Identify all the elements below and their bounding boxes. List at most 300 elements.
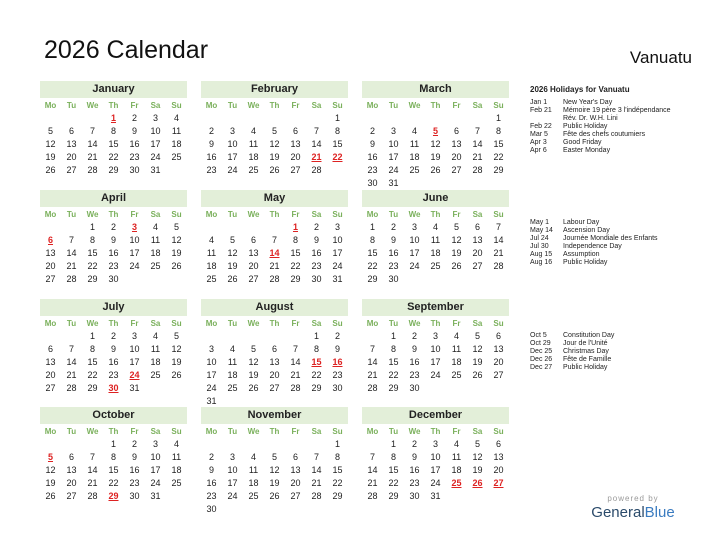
day-cell: 19 [45, 478, 56, 488]
day-cell: 16 [206, 152, 217, 162]
day-cell: 22 [367, 261, 378, 271]
weekday-label: Tu [388, 101, 399, 110]
day-cell: 23 [367, 165, 378, 175]
holiday-entry [530, 332, 700, 340]
day-cell: 6 [453, 126, 459, 136]
weekday-label: Tu [388, 210, 399, 219]
day-cell: 22 [290, 261, 301, 271]
empty-cell [446, 112, 467, 125]
day-cell: 4 [411, 126, 417, 136]
day-cell: 18 [248, 478, 259, 488]
weekday-label: Fr [130, 319, 139, 328]
holiday-date: Dec 25 [530, 348, 553, 355]
day-cell: 31 [388, 178, 399, 188]
holiday-day: 30 [108, 383, 119, 393]
day-cell: 21 [87, 478, 98, 488]
day-cell: 5 [250, 344, 256, 354]
day-cell: 15 [290, 248, 301, 258]
day-cell: 6 [292, 452, 298, 462]
day-cell: 21 [367, 478, 378, 488]
day-cell: 15 [332, 465, 343, 475]
day-cell: 28 [311, 491, 322, 501]
holiday-day: 24 [129, 370, 140, 380]
weekday-label: Th [108, 319, 119, 328]
day-cell: 25 [409, 165, 420, 175]
page-title: 2026 Calendar [44, 36, 209, 64]
holiday-date: Feb 21 [530, 107, 552, 114]
day-cell: 6 [47, 344, 53, 354]
day-cell: 4 [173, 113, 179, 123]
day-cell: 19 [451, 248, 462, 258]
day-cell: 9 [369, 139, 375, 149]
day-cell: 2 [208, 452, 214, 462]
empty-cell [222, 330, 243, 343]
holiday-name: Jour de l'Unité [563, 340, 608, 347]
day-cell: 27 [493, 370, 504, 380]
day-cell: 7 [495, 222, 501, 232]
weekday-label: Th [430, 319, 441, 328]
day-cell: 30 [311, 274, 322, 284]
day-cell: 27 [45, 383, 56, 393]
day-cell: 13 [290, 139, 301, 149]
day-cell: 18 [171, 465, 182, 475]
weekday-label: Th [269, 210, 280, 219]
day-cell: 6 [292, 126, 298, 136]
weekday-label: Mo [44, 427, 57, 436]
day-cell: 29 [388, 491, 399, 501]
day-cell: 16 [409, 357, 420, 367]
holiday-name: Christmas Day [563, 348, 609, 355]
holiday-name: Fête des chefs coutumiers [563, 131, 646, 138]
day-cell: 23 [409, 370, 420, 380]
holiday-name: Fête de Famille [563, 356, 612, 363]
day-cell: 12 [248, 357, 259, 367]
holiday-day: 27 [493, 478, 504, 488]
month-december [362, 407, 509, 503]
day-cell: 26 [248, 383, 259, 393]
day-cell: 7 [292, 344, 298, 354]
day-cell: 26 [227, 274, 238, 284]
day-cell: 3 [229, 452, 235, 462]
day-cell: 1 [110, 439, 116, 449]
day-cell: 20 [248, 261, 259, 271]
empty-cell [264, 112, 285, 125]
weekday-label: Tu [227, 210, 238, 219]
day-cell: 17 [150, 465, 161, 475]
day-cell: 20 [472, 248, 483, 258]
holiday-entry [530, 340, 700, 348]
day-cell: 12 [472, 344, 483, 354]
weekday-label: Mo [366, 101, 379, 110]
day-cell: 19 [171, 248, 182, 258]
empty-cell [61, 438, 82, 451]
day-cell: 15 [108, 465, 119, 475]
day-cell: 8 [110, 126, 116, 136]
day-cell: 30 [409, 491, 420, 501]
day-cell: 29 [332, 491, 343, 501]
day-cell: 3 [432, 331, 438, 341]
holiday-date: Jul 24 [530, 235, 549, 242]
weekday-label: We [408, 427, 421, 436]
weekday-label: Tu [227, 319, 238, 328]
day-cell: 26 [269, 165, 280, 175]
weekday-row [40, 209, 187, 220]
holiday-list-q3 [530, 332, 700, 372]
day-cell: 8 [390, 344, 396, 354]
day-grid [40, 438, 187, 503]
day-cell: 23 [311, 261, 322, 271]
day-cell: 24 [150, 478, 161, 488]
day-cell: 24 [206, 383, 217, 393]
day-cell: 26 [171, 370, 182, 380]
holiday-entry [530, 219, 700, 227]
day-cell: 26 [171, 261, 182, 271]
day-cell: 22 [332, 478, 343, 488]
day-cell: 19 [45, 152, 56, 162]
day-cell: 15 [332, 139, 343, 149]
day-cell: 10 [150, 452, 161, 462]
empty-cell [222, 112, 243, 125]
day-cell: 9 [411, 452, 417, 462]
day-cell: 2 [110, 331, 116, 341]
weekday-label: We [86, 427, 99, 436]
weekday-label: Su [332, 210, 343, 219]
day-cell: 7 [89, 126, 95, 136]
day-cell: 16 [409, 465, 420, 475]
holiday-date: Jan 1 [530, 99, 548, 106]
day-cell: 7 [271, 235, 277, 245]
brand-logo [588, 494, 678, 521]
day-cell: 9 [411, 344, 417, 354]
day-cell: 19 [227, 261, 238, 271]
empty-cell [243, 330, 264, 343]
day-cell: 27 [45, 274, 56, 284]
weekday-label: Fr [130, 210, 139, 219]
month-header: July [40, 299, 187, 316]
day-cell: 6 [271, 344, 277, 354]
day-cell: 25 [150, 370, 161, 380]
day-cell: 31 [150, 165, 161, 175]
day-cell: 19 [430, 152, 441, 162]
weekday-label: Sa [150, 427, 161, 436]
month-march [362, 81, 509, 190]
day-cell: 27 [269, 383, 280, 393]
brand-general: General [591, 504, 645, 521]
day-cell: 28 [87, 491, 98, 501]
day-cell: 14 [493, 235, 504, 245]
day-cell: 27 [290, 165, 301, 175]
empty-cell [306, 112, 327, 125]
holiday-day: 14 [269, 248, 280, 258]
day-cell: 10 [206, 357, 217, 367]
weekday-label: Th [269, 101, 280, 110]
weekday-label: Mo [366, 210, 379, 219]
empty-cell [40, 112, 61, 125]
day-cell: 24 [430, 370, 441, 380]
weekday-label: Su [171, 319, 182, 328]
day-cell: 2 [369, 126, 375, 136]
month-february [201, 81, 348, 177]
day-cell: 18 [248, 152, 259, 162]
day-cell: 7 [68, 235, 74, 245]
day-cell: 2 [208, 126, 214, 136]
month-august [201, 299, 348, 408]
holiday-entry [530, 243, 700, 251]
day-cell: 9 [131, 126, 137, 136]
empty-cell [264, 330, 285, 343]
month-header: February [201, 81, 348, 98]
weekday-label: Tu [66, 101, 77, 110]
day-cell: 12 [269, 139, 280, 149]
day-cell: 30 [206, 504, 217, 514]
holiday-entry [530, 123, 700, 131]
holiday-entry [530, 99, 700, 107]
day-cell: 13 [290, 465, 301, 475]
holiday-list-q2 [530, 219, 700, 267]
day-cell: 30 [409, 383, 420, 393]
day-cell: 9 [313, 235, 319, 245]
day-cell: 2 [131, 113, 137, 123]
weekday-label: Sa [472, 101, 483, 110]
day-cell: 3 [131, 331, 137, 341]
day-cell: 15 [493, 139, 504, 149]
day-cell: 19 [269, 478, 280, 488]
holiday-name: New Year's Day [563, 99, 613, 106]
weekday-label: Sa [311, 101, 322, 110]
day-cell: 26 [269, 491, 280, 501]
day-cell: 8 [334, 126, 340, 136]
day-cell: 28 [290, 383, 301, 393]
weekday-label: Th [108, 427, 119, 436]
day-cell: 31 [150, 491, 161, 501]
month-header: April [40, 190, 187, 207]
day-cell: 9 [334, 344, 340, 354]
day-cell: 9 [208, 465, 214, 475]
day-cell: 14 [66, 248, 77, 258]
day-cell: 26 [472, 370, 483, 380]
weekday-label: Th [269, 319, 280, 328]
day-cell: 1 [390, 331, 396, 341]
day-cell: 11 [171, 452, 182, 462]
day-cell: 24 [430, 478, 441, 488]
weekday-row [362, 426, 509, 437]
weekday-label: Th [108, 210, 119, 219]
day-cell: 23 [129, 152, 140, 162]
day-cell: 14 [290, 357, 301, 367]
weekday-label: Su [493, 427, 504, 436]
day-grid [40, 221, 187, 286]
holiday-date: Aug 15 [530, 251, 553, 258]
day-cell: 12 [227, 248, 238, 258]
day-cell: 11 [150, 344, 161, 354]
day-cell: 14 [311, 465, 322, 475]
day-cell: 16 [108, 357, 119, 367]
day-cell: 15 [367, 248, 378, 258]
day-cell: 23 [129, 478, 140, 488]
holidays-title: 2026 Holidays for Vanuatu [530, 85, 630, 94]
day-cell: 17 [129, 357, 140, 367]
day-cell: 27 [248, 274, 259, 284]
day-cell: 17 [388, 152, 399, 162]
day-cell: 10 [227, 465, 238, 475]
weekday-label: We [247, 210, 260, 219]
day-cell: 4 [152, 331, 158, 341]
empty-cell [40, 221, 61, 234]
day-cell: 7 [89, 452, 95, 462]
month-january [40, 81, 187, 177]
holiday-day: 1 [110, 113, 116, 123]
day-cell: 17 [227, 152, 238, 162]
day-cell: 28 [472, 165, 483, 175]
day-grid [201, 221, 348, 286]
day-cell: 7 [369, 452, 375, 462]
weekday-row [201, 426, 348, 437]
day-cell: 30 [129, 491, 140, 501]
day-cell: 20 [493, 465, 504, 475]
day-cell: 14 [87, 465, 98, 475]
day-cell: 1 [390, 439, 396, 449]
holiday-day: 25 [451, 478, 462, 488]
day-cell: 18 [227, 370, 238, 380]
day-cell: 10 [129, 235, 140, 245]
holiday-day: 5 [432, 126, 438, 136]
day-cell: 6 [68, 452, 74, 462]
holiday-name: Rév. Dr. W.H. Lini [563, 115, 618, 122]
empty-cell [82, 112, 103, 125]
weekday-label: Fr [130, 427, 139, 436]
empty-cell [40, 330, 61, 343]
day-cell: 25 [171, 152, 182, 162]
day-cell: 8 [495, 126, 501, 136]
empty-cell [467, 112, 488, 125]
day-cell: 7 [369, 344, 375, 354]
empty-cell [243, 438, 264, 451]
day-cell: 8 [390, 452, 396, 462]
weekday-label: Su [493, 319, 504, 328]
weekday-row [40, 100, 187, 111]
day-cell: 31 [206, 396, 217, 406]
holiday-date: May 14 [530, 227, 553, 234]
month-november [201, 407, 348, 516]
day-cell: 18 [430, 248, 441, 258]
weekday-row [201, 100, 348, 111]
weekday-label: Tu [227, 101, 238, 110]
day-cell: 4 [173, 439, 179, 449]
day-cell: 18 [206, 261, 217, 271]
weekday-label: Tu [66, 319, 77, 328]
empty-cell [404, 112, 425, 125]
day-cell: 23 [108, 370, 119, 380]
day-cell: 3 [411, 222, 417, 232]
holiday-day: 29 [108, 491, 119, 501]
weekday-label: Su [493, 101, 504, 110]
day-cell: 3 [229, 126, 235, 136]
day-cell: 21 [472, 152, 483, 162]
weekday-label: Mo [44, 319, 57, 328]
day-cell: 2 [334, 331, 340, 341]
weekday-label: Su [493, 210, 504, 219]
day-cell: 13 [493, 452, 504, 462]
day-cell: 27 [290, 491, 301, 501]
day-cell: 11 [451, 344, 462, 354]
month-header: October [40, 407, 187, 424]
day-cell: 29 [388, 383, 399, 393]
empty-cell [264, 221, 285, 234]
day-cell: 30 [129, 165, 140, 175]
month-header: August [201, 299, 348, 316]
day-cell: 9 [110, 344, 116, 354]
weekday-label: We [408, 319, 421, 328]
day-cell: 20 [45, 370, 56, 380]
day-cell: 28 [269, 274, 280, 284]
day-cell: 12 [171, 344, 182, 354]
day-cell: 5 [271, 452, 277, 462]
holiday-entry [530, 235, 700, 243]
weekday-label: We [408, 101, 421, 110]
day-cell: 25 [206, 274, 217, 284]
day-cell: 17 [227, 478, 238, 488]
empty-cell [264, 438, 285, 451]
holiday-entry [530, 115, 700, 123]
day-cell: 29 [367, 274, 378, 284]
holiday-date: Apr 3 [530, 139, 547, 146]
holiday-entry [530, 259, 700, 267]
day-cell: 15 [388, 465, 399, 475]
day-cell: 22 [108, 478, 119, 488]
day-cell: 25 [430, 261, 441, 271]
day-cell: 21 [66, 261, 77, 271]
weekday-label: We [247, 101, 260, 110]
day-cell: 27 [66, 491, 77, 501]
day-cell: 2 [411, 439, 417, 449]
weekday-label: Th [269, 427, 280, 436]
holiday-day: 21 [311, 152, 322, 162]
day-cell: 12 [45, 139, 56, 149]
day-cell: 26 [430, 165, 441, 175]
empty-cell [285, 438, 306, 451]
weekday-label: Su [332, 427, 343, 436]
day-cell: 16 [311, 248, 322, 258]
day-grid [362, 112, 509, 190]
day-cell: 30 [332, 383, 343, 393]
weekday-row [362, 318, 509, 329]
day-cell: 5 [271, 126, 277, 136]
day-cell: 19 [171, 357, 182, 367]
day-cell: 6 [68, 126, 74, 136]
day-cell: 21 [493, 248, 504, 258]
day-cell: 19 [269, 152, 280, 162]
day-cell: 29 [108, 165, 119, 175]
day-cell: 17 [409, 248, 420, 258]
day-cell: 27 [451, 165, 462, 175]
holiday-day: 6 [47, 235, 53, 245]
day-cell: 10 [388, 139, 399, 149]
day-grid [362, 330, 509, 395]
month-header: December [362, 407, 509, 424]
day-cell: 11 [248, 139, 259, 149]
day-cell: 2 [131, 439, 137, 449]
holiday-date: Dec 27 [530, 364, 553, 371]
day-cell: 31 [430, 491, 441, 501]
empty-cell [82, 438, 103, 451]
day-grid [201, 112, 348, 177]
day-cell: 17 [430, 465, 441, 475]
day-cell: 24 [227, 165, 238, 175]
empty-cell [201, 330, 222, 343]
day-cell: 11 [451, 452, 462, 462]
day-cell: 3 [152, 113, 158, 123]
day-cell: 23 [332, 370, 343, 380]
